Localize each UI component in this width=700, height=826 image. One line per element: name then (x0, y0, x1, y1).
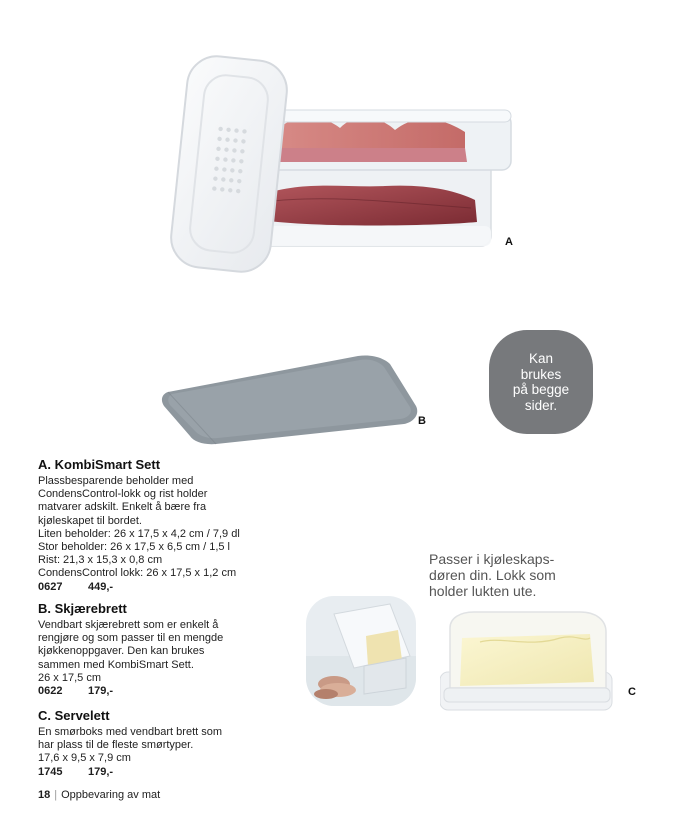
cutting-board-image (158, 350, 426, 450)
dimension-line: Liten beholder: 26 x 17,5 x 4,2 cm / 7,9 dl (38, 527, 240, 540)
product-c-description (38, 708, 222, 779)
servelett-butter-dish-image (440, 608, 615, 718)
product-code: 1745 (38, 765, 63, 778)
section-title: Oppbevaring av mat (61, 789, 161, 801)
servelett-in-use-image (306, 596, 416, 706)
note-line: døren din. Lokk som (429, 567, 556, 583)
label-a: A (505, 236, 513, 248)
label-b: B (418, 415, 426, 427)
badge-line: på begge (512, 382, 570, 397)
product-b-description (38, 601, 223, 698)
badge-line: brukes (520, 366, 562, 382)
description-line: CondensControl-lokk og rist holder (38, 488, 208, 501)
footer-separator: | (54, 789, 58, 801)
product-code: 0622 (38, 685, 63, 698)
product-code: 0627 (38, 580, 63, 593)
description-line: matvarer adskilt. Enkelt å bære fra (38, 501, 207, 514)
product-a-description (38, 457, 240, 594)
product-title: C. Servelett (38, 708, 110, 723)
description-line: Vendbart skjærebrett som er enkelt å (38, 619, 219, 631)
kombismart-set-image (165, 50, 525, 275)
product-price: 179,- (88, 765, 114, 778)
badge-line: Kan (528, 351, 554, 366)
page-footer (38, 789, 160, 801)
description-line: En smørboks med vendbart brett som (38, 726, 223, 738)
product-title: A. KombiSmart Sett (38, 457, 161, 472)
dimension-line: CondensControl lokk: 26 x 17,5 x 1,2 cm (38, 567, 237, 580)
reversible-badge (489, 330, 593, 434)
dimension-line: 26 x 17,5 cm (38, 671, 101, 684)
dimension-line: Rist: 21,3 x 15,3 x 0,8 cm (38, 554, 163, 567)
description-line: kjøkkenoppgaver. Den kan brukes (38, 645, 205, 658)
description-line: har plass til de fleste smørtyper. (38, 739, 194, 752)
price-row (38, 766, 222, 779)
product-price: 449,- (88, 580, 114, 593)
product-title: B. Skjærebrett (38, 601, 127, 616)
fridge-door-note (429, 551, 556, 599)
product-price: 179,- (88, 685, 114, 698)
dimension-line: 17,6 x 9,5 x 7,9 cm (38, 752, 131, 765)
description-line: kjøleskapet til bordet. (38, 514, 142, 527)
price-row (38, 685, 223, 698)
badge-line: sider. (524, 397, 558, 413)
dimension-line: Stor beholder: 26 x 17,5 x 6,5 cm / 1,5 l (38, 541, 230, 554)
description-line: sammen med KombiSmart Sett. (38, 658, 194, 671)
page-number: 18 (38, 789, 51, 801)
description-line: Plassbesparende beholder med (38, 475, 194, 487)
price-row (38, 581, 240, 594)
note-line: holder lukten ute. (429, 583, 537, 599)
label-c: C (628, 686, 636, 698)
note-line: Passer i kjøleskaps- (429, 551, 555, 567)
description-line: rengjøre og som passer til en mengde (38, 632, 224, 645)
